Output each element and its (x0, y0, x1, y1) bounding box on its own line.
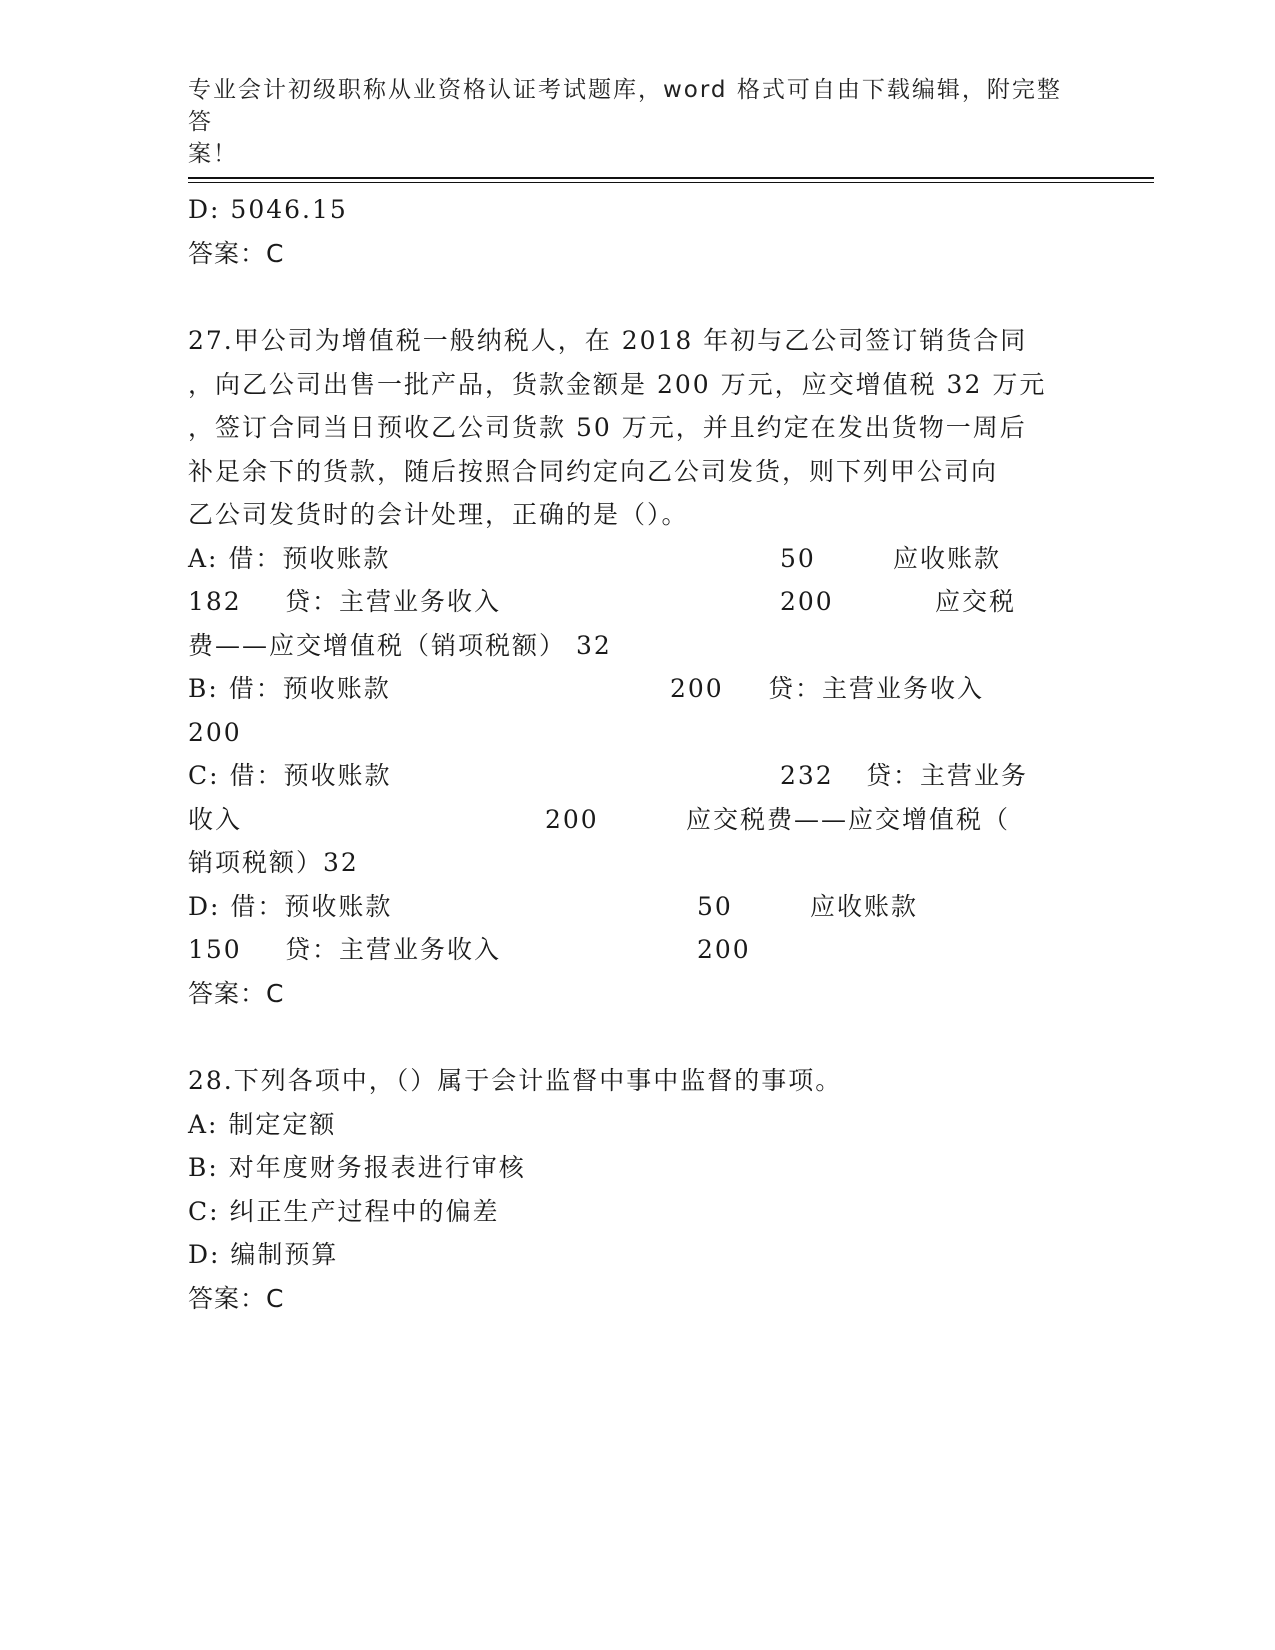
q27-stem-line-3: ，签订合同当日预收乙公司货款 50 万元，并且约定在发出货物一周后 (188, 413, 1027, 442)
q27-option-a-tax-detail: 费——应交增值税（销项税额） 32 (188, 631, 612, 660)
header-line-1: 专业会计初级职称从业资格认证考试题库，word 格式可自由下载编辑，附完整答 (188, 77, 1062, 135)
q27-option-a-debit: A: 借：预收账款 (188, 544, 391, 573)
q27-option-d-credit: 贷：主营业务收入 (285, 935, 502, 964)
prev-answer: 答案：C (188, 239, 285, 268)
q27-option-b-credit: 贷：主营业务收入 (768, 674, 985, 703)
q27-option-d-receivable: 应收账款 (810, 892, 919, 921)
q28-answer: 答案：C (188, 1284, 285, 1313)
q27-stem-line-5: 乙公司发货时的会计处理，正确的是（）。 (188, 500, 689, 529)
q27-option-c-tax-detail: 销项税额）32 (188, 848, 359, 877)
q27-option-b-amount-1: 200 (670, 674, 724, 703)
page-header (188, 74, 1068, 170)
q27-option-d-amount-3: 200 (697, 935, 751, 964)
q27-stem-line-2: ，向乙公司出售一批产品，货款金额是 200 万元，应交增值税 32 万元 (188, 370, 1047, 399)
q27-option-c-amount-2: 200 (545, 805, 599, 834)
q27-option-a-tax: 应交税 (935, 587, 1017, 616)
q27-option-d-amount-1: 50 (697, 892, 733, 921)
q27-option-b-debit: B: 借：预收账款 (188, 674, 391, 703)
q27-option-a-receivable: 应收账款 (893, 544, 1002, 573)
q28-option-d: D: 编制预算 (188, 1240, 339, 1269)
q27-option-a-amount-2: 182 (188, 587, 242, 616)
header-rule-thin (188, 182, 1154, 183)
q28-stem: 28.下列各项中，（）属于会计监督中事中监督的事项。 (188, 1066, 843, 1095)
q27-option-b-amount-2: 200 (188, 718, 242, 747)
header-line-2: 案！ (188, 141, 238, 167)
q27-answer: 答案：C (188, 979, 285, 1008)
q27-option-d-debit: D: 借：预收账款 (188, 892, 393, 921)
q27-option-c-revenue: 收入 (188, 805, 243, 834)
q27-stem-line-1: 27.甲公司为增值税一般纳税人，在 2018 年初与乙公司签订销货合同 (188, 326, 1028, 355)
q27-option-c-credit: 贷：主营业务 (866, 761, 1029, 790)
q28-option-c: C: 纠正生产过程中的偏差 (188, 1197, 500, 1226)
q27-option-a-amount-3: 200 (780, 587, 834, 616)
prev-option-d: D: 5046.15 (188, 195, 348, 224)
q27-option-c-debit: C: 借：预收账款 (188, 761, 392, 790)
q27-stem-line-4: 补足余下的货款，随后按照合同约定向乙公司发货，则下列甲公司向 (188, 457, 999, 486)
q27-option-c-tax: 应交税费——应交增值税（ (686, 805, 1011, 834)
q28-option-b: B: 对年度财务报表进行审核 (188, 1153, 526, 1182)
q27-option-d-amount-2: 150 (188, 935, 242, 964)
q27-option-c-amount-1: 232 (780, 761, 834, 790)
header-rule-thick (188, 177, 1154, 179)
q27-option-a-credit: 贷：主营业务收入 (285, 587, 502, 616)
q27-option-a-amount-1: 50 (780, 544, 816, 573)
q28-option-a: A: 制定定额 (188, 1110, 337, 1139)
